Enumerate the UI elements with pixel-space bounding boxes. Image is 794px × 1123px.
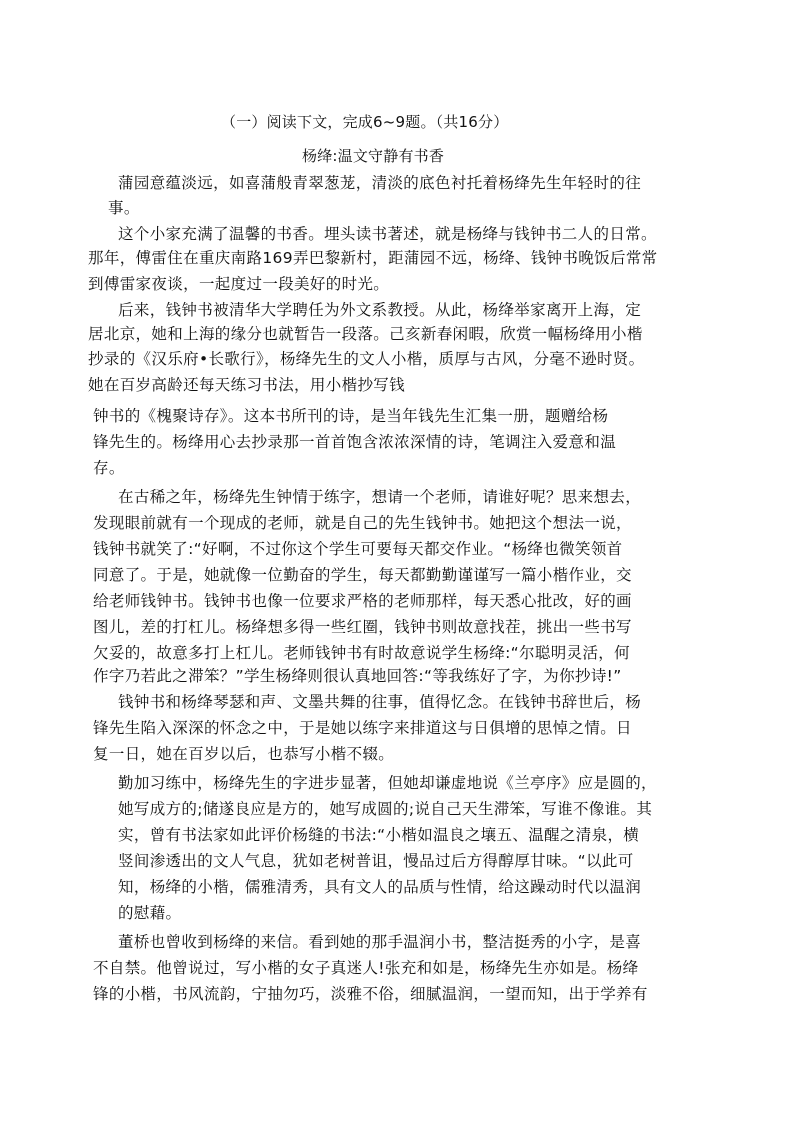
paragraph-line: 发现眼前就有一个现成的老师，就是自己的先生钱钟书。她把这个想法一说， xyxy=(93,514,632,532)
paragraph-line: 存。 xyxy=(93,459,125,477)
paragraph-line: 后来，钱钟书被清华大学聘任为外文系教授。从此，杨绛举家离开上海，定 xyxy=(118,301,642,319)
paragraph-line: 到傅雷家夜谈，一起度过一段美好的时光。 xyxy=(88,275,390,293)
paragraph-line: 那年，傅雷住在重庆南路169弄巴黎新村，距蒲园不远，杨绛、钱钟书晚饭后常常 xyxy=(88,249,658,267)
paragraph-line: 图儿，差的打杠儿。杨绛想多得一些红圈，钱钟书则故意找茬，挑出一些书写 xyxy=(93,618,632,636)
paragraph-line: 锋先生陷入深深的怀念之中，于是她以练字来排道这与日俱增的思悼之情。日 xyxy=(93,719,632,737)
paragraph-line: 同意了。于是，她就像一位勤奋的学生，每天都勤勤谨谨写一篇小楷作业，交 xyxy=(93,566,632,584)
paragraph-line: 复一日，她在百岁以后，也恭写小楷不辍。 xyxy=(93,745,395,763)
paragraph-line: 事。 xyxy=(108,199,140,217)
paragraph-line: 勤加习练中，杨绛先生的字进步显著，但她却谦虚地说《兰亭序》应是圆的， xyxy=(118,774,657,792)
paragraph-line: 给老师钱钟书。钱钟书也像一位要求严格的老师那样，每天悉心批改，好的画 xyxy=(93,592,632,610)
paragraph-line: 钱钟书和杨绛琴瑟和声、文墨共舞的往事，值得忆念。在钱钟书辞世后，杨 xyxy=(118,693,642,711)
paragraph-line: 蒲园意蕴淡远，如喜蒲般青翠葱茏，清淡的底色衬托着杨绛先生年轻时的往 xyxy=(118,174,642,192)
paragraph-line: 的慰藉。 xyxy=(118,904,182,922)
paragraph-line: 董桥也曾收到杨绛的来信。看到她的那手温润小书，整洁挺秀的小字，是喜 xyxy=(118,933,642,951)
paragraph-line: 锋先生的。杨绛用心去抄录那一首首饱含浓浓深情的诗，笔调注入爱意和温 xyxy=(93,433,617,451)
paragraph-line: 她在百岁高龄还每天练习书法，用小楷抄写钱 xyxy=(88,376,406,394)
paragraph-line: 竖间渗透出的文人气息，犹如老树普诅，慢品过后方得醇厚甘味。“以此可 xyxy=(118,852,634,870)
paragraph-line: 在古稀之年，杨绛先生钟情于练字，想请一个老师，请谁好呢？思来想去， xyxy=(118,488,642,506)
article-title: 杨绛:温文守静有书香 xyxy=(302,147,445,165)
paragraph-line: 欠妥的，故意多打上杠儿。老师钱钟书有时故意说学生杨绛:“尔聪明灵活，何 xyxy=(93,644,631,662)
paragraph-line: 知，杨绛的小楷，儒雅清秀，具有文人的品质与性情，给这躁动时代以温润 xyxy=(118,878,642,896)
paragraph-line: 作字乃若此之滞笨？”学生杨绛则很认真地回答:“等我练好了字，为你抄诗!” xyxy=(93,667,622,685)
section-heading: （一）阅读下文，完成6~9题。（共16分） xyxy=(221,113,509,131)
paragraph-line: 这个小家充满了温馨的书香。埋头读书著述，就是杨绛与钱钟书二人的日常。 xyxy=(118,225,657,243)
paragraph-line: 她写成方的;储遂良应是方的，她写成圆的;说自己天生滞笨，写谁不像谁。其 xyxy=(118,800,653,818)
paragraph-line: 锋的小楷，书风流韵，宁抽勿巧，淡雅不俗，细腻温润，一望而知，出于学养有 xyxy=(93,985,648,1003)
paragraph-line: 钱钟书就笑了:“好啊，不过你这个学生可要每天都交作业。“杨绛也微笑领首 xyxy=(93,540,623,558)
paragraph-line: 不自禁。他曾说过，写小楷的女子真迷人!张充和如是，杨绛先生亦如是。杨绛 xyxy=(93,959,639,977)
paragraph-line: 抄录的《汉乐府•长歌行》，杨绛先生的文人小楷，质厚与古风，分毫不逊时贤。 xyxy=(88,350,645,368)
paragraph-line: 居北京，她和上海的缘分也就暂告一段落。己亥新春闲暇，欣赏一幅杨绛用小楷 xyxy=(88,325,643,343)
paragraph-line: 钟书的《槐聚诗存》。这本书所刊的诗，是当年钱先生汇集一册，题赠给杨 xyxy=(93,407,609,425)
paragraph-line: 实，曾有书法家如此评价杨缝的书法:“小楷如温良之壤五、温醒之清泉，横 xyxy=(118,826,640,844)
